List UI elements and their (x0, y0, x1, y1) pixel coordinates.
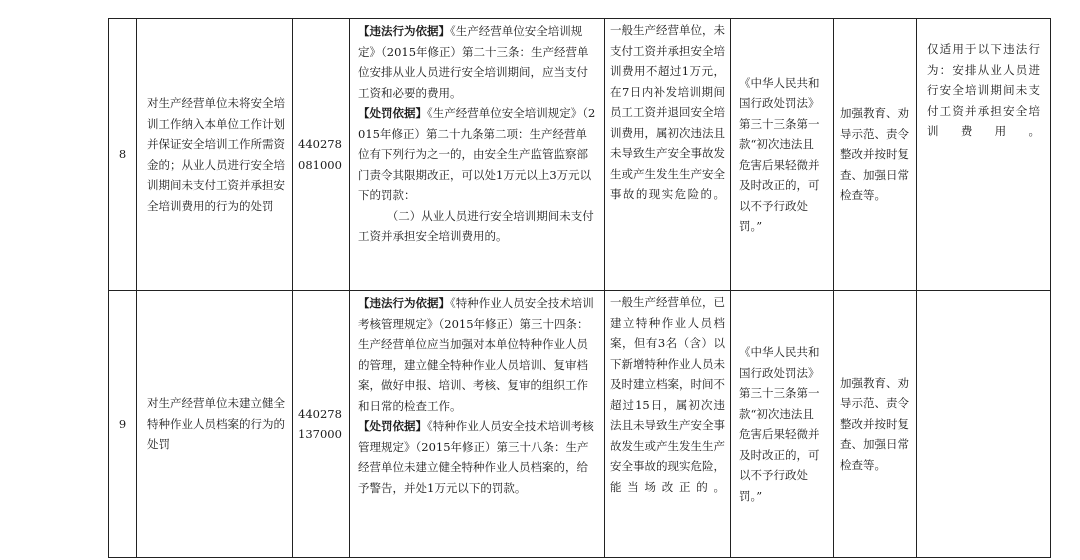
remark: 仅适用于以下违法行为：安排从业人员进行安全培训期间未支付工资并承担安全培训费用。 (917, 19, 1051, 291)
remark (917, 291, 1051, 558)
table-row (109, 19, 1051, 291)
penalty-basis-text: 《生产经营单位安全培训规定》（2015年修正）第二十九条第二项：生产经营单位有下列行为之一的，由安全生产监管监察部门责令其限期改正，可以处1万元以上3万元以下的罚款： (358, 106, 596, 202)
item-code: 440278081000 (293, 19, 350, 291)
violation-item: 对生产经营单位未将安全培训工作纳入本单位工作计划并保证安全培训工作所需资金的；从业人员进行安全培训期间未支付工资并承担安全培训费用的行为的处罚 (137, 19, 293, 291)
penalty-clause: （二）从业人员进行安全培训期间未支付工资并承担安全培训费用的。 (358, 208, 594, 243)
violation-basis-tag: 【违法行为依据】 (358, 24, 450, 38)
penalty-basis-text: 《特种作业人员安全技术培训考核管理规定》（2015年修正）第三十八条：生产经营单位未建立健全特种作业人员档案的，给予警告，并处1万元以下的罚款。 (358, 419, 594, 495)
policy-table (108, 18, 1051, 558)
corrective-measures: 加强教育、劝导示范、责令整改并按时复查、加强日常检查等。 (834, 291, 917, 558)
corrective-measures: 加强教育、劝导示范、责令整改并按时复查、加强日常检查等。 (834, 19, 917, 291)
violation-basis-text: 《特种作业人员安全技术培训考核管理规定》（2015年修正）第三十四条：生产经营单位应当加强对本单位特种作业人员的管理，建立健全特种作业人员培训、复审档案，做好申报、培训、考核、复审的组织工作和日常的检查工作。 (358, 296, 594, 413)
row-number: 8 (109, 19, 137, 291)
penalty-basis-tag: 【处罚依据】 (358, 106, 427, 120)
violation-item: 对生产经营单位未建立健全特种作业人员档案的行为的处罚 (137, 291, 293, 558)
applicable-law: 《中华人民共和国行政处罚法》第三十三条第一款“初次违法且危害后果轻微并及时改正的，可以不予行政处罚。” (731, 19, 834, 291)
exemption-condition: 一般生产经营单位，未支付工资并承担安全培训费用不超过1万元，在7日内补发培训期间员工工资并退回安全培训费用，属初次违法且未导致生产安全事故发生或产生发生生产安全事故的现实危险的。 (605, 19, 731, 291)
item-code: 440278137000 (293, 291, 350, 558)
legal-basis (350, 291, 605, 558)
violation-basis-text: 《生产经营单位安全培训规定》（2015年修正）第二十三条：生产经营单位安排从业人员进行安全培训期间，应当支付工资和必要的费用。 (358, 24, 589, 100)
table-row (109, 291, 1051, 558)
penalty-basis-tag: 【处罚依据】 (358, 419, 427, 433)
violation-basis-tag: 【违法行为依据】 (358, 296, 450, 310)
row-number: 9 (109, 291, 137, 558)
legal-basis (350, 19, 605, 291)
applicable-law: 《中华人民共和国行政处罚法》第三十三条第一款“初次违法且危害后果轻微并及时改正的，可以不予行政处罚。” (731, 291, 834, 558)
exemption-condition: 一般生产经营单位，已建立特种作业人员档案，但有3名（含）以下新增特种作业人员未及时建立档案，时间不超过15日，属初次违法且未导致生产安全事故发生或产生发生生产安全事故的现实危险，能当场改正的。 (605, 291, 731, 558)
